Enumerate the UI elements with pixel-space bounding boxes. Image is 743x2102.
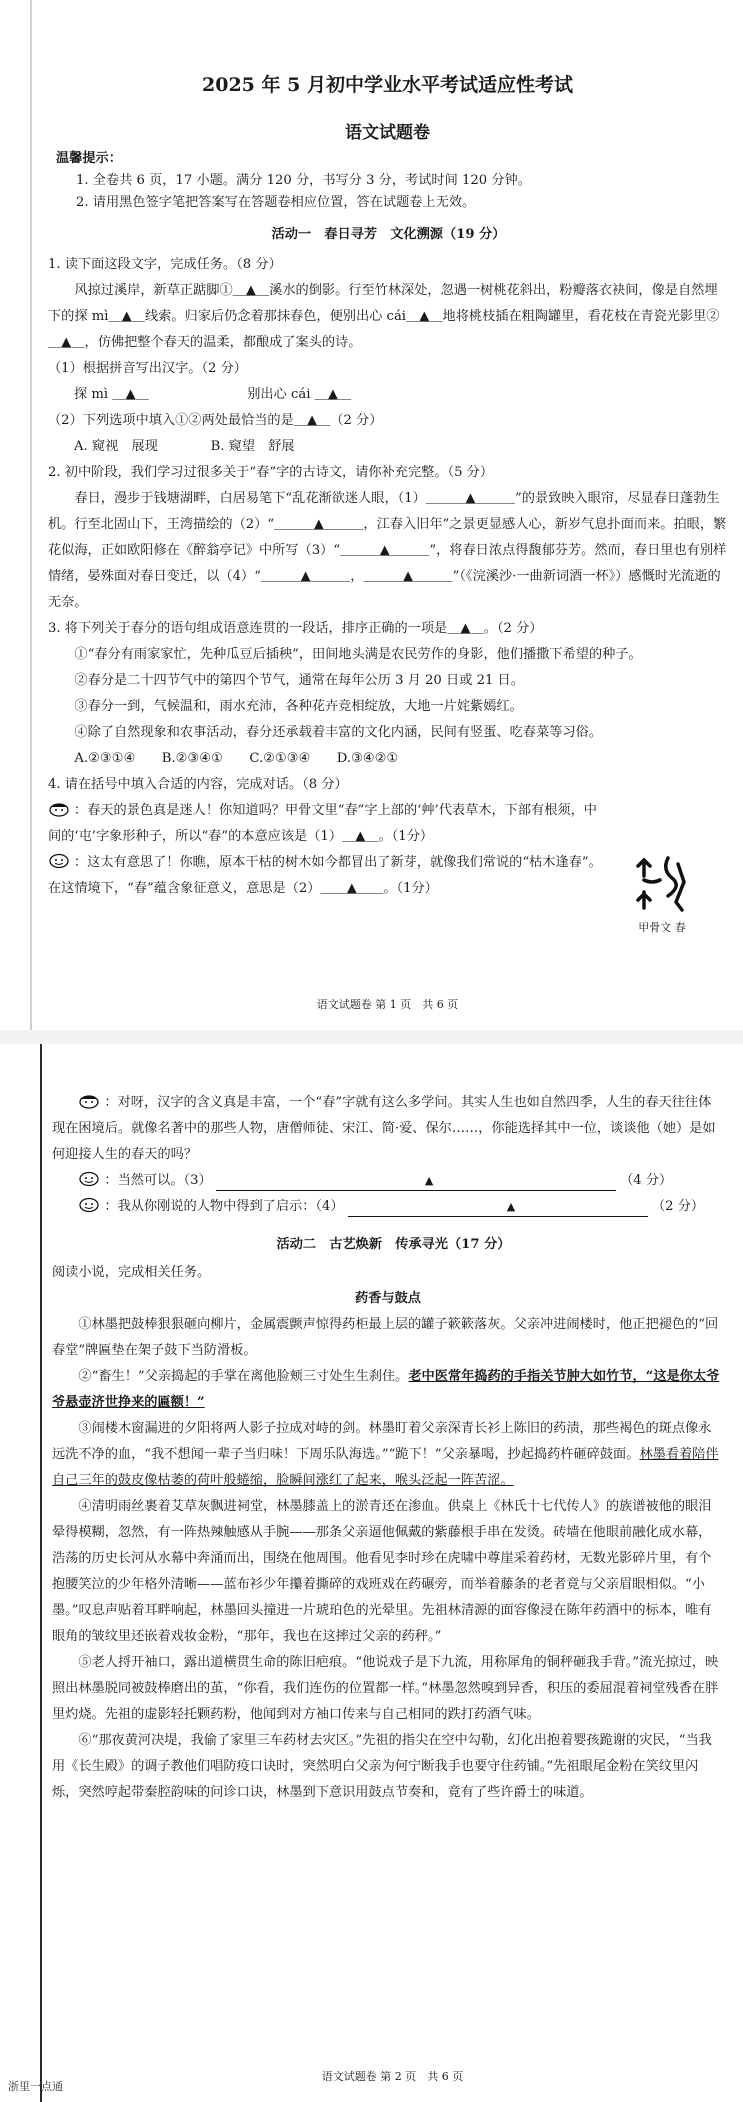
question-1 xyxy=(48,252,728,902)
cartoon-face-smile-icon xyxy=(48,853,70,869)
oracle-caption: 甲骨文 春 xyxy=(638,921,686,934)
q4-dialogue-5: ：我从你刚说的人物中得到了启示：（4） xyxy=(104,1199,344,1214)
story-title: 药香与鼓点 xyxy=(355,1291,421,1306)
notice-block xyxy=(56,148,716,214)
cartoon-face-icon xyxy=(78,1093,100,1109)
oracle-bone-figure xyxy=(617,852,707,935)
q1-sub2: （2）下列选项中填入①②两处最恰当的是＿▲＿（2 分） xyxy=(48,413,383,428)
notice-item-1: 1. 全卷共 6 页，17 小题。满分 120 分，书写分 3 分，考试时间 120 分钟。 xyxy=(76,173,531,188)
story-para-2b-underlined: 老中医常年捣药的手指关节肿大如竹节，“这是你太爷爷悬壶济世挣来的匾额！” xyxy=(52,1369,720,1410)
exam-title: 2025 年 5 月初中学业水平考试适应性考试 xyxy=(202,74,573,96)
reading-stem: 阅读小说，完成相关任务。 xyxy=(52,1265,211,1280)
exam-subtitle: 语文试题卷 xyxy=(345,123,430,143)
q3-sentence-2: ②春分是二十四节气中的第四个节气，通常在每年公历 3 月 20 日或 21 日。 xyxy=(74,673,524,688)
question-4-continued xyxy=(52,1090,724,1220)
oracle-bone-chun-icon xyxy=(632,852,692,916)
q4-score-3: （4 分） xyxy=(620,1173,673,1188)
q1-sub1-b: 别出心 cái ＿▲＿ xyxy=(247,387,352,402)
q1-passage: 风掠过溪岸，新草正踮脚①＿▲＿溪水的倒影。行至竹林深处，忽遇一树桃花斜出，粉瓣落衣袂间，像是自然埋下的探 mì＿▲＿线索。归家后仍念着那抹春色，便别出心 cái＿▲＿地将桃枝插在粗陶罐里，看花枝在青瓷光影里②＿▲＿，仿佛把整个春天的温柔，都酿成了案头的诗。 xyxy=(48,283,720,350)
watermark: 浙里一点通 xyxy=(8,2080,63,2093)
q4-score-4: （2 分） xyxy=(651,1199,705,1214)
story-para-6: ⑥“那夜黄河决堤，我偷了家里三车药材去灾区。”先祖的指尖在空中勾勒，幻化出抱着婴孩跪谢的灾民，“当我用《长生殿》的调子教他们唱防疫口诀时，突然明白父亲为何宁断我手也要守住药铺。”先祖眼尾金粉在笑纹里闪烁，突然哼起带秦腔韵味的问诊口诀，林墨到下意识用鼓点节奏和，竟有了些许爵士的味道。 xyxy=(52,1733,712,1800)
q4-dialogue-1: ：春天的景色真是迷人！你知道吗？甲骨文里“春”字上部的‘艸’代表草木，下部有根须，中间的‘屯’字象形种子，所以“春”的本意应该是（1）＿▲＿。（1分） xyxy=(48,803,597,844)
q1-sub1-a: 探 mì ＿▲＿ xyxy=(74,387,149,402)
story-para-5: ⑤老人捋开袖口，露出道横贯生命的陈旧疤痕。“他说戏子是下九流，用称犀角的铜秤砸我手背。”流光掠过，映照出林墨脱同被鼓棒磨出的茧，“你看，我们连伤的位置都一样。”林墨忽然嗅到异香，积压的委屈混着祠堂残香在胖里灼烧。先祖的虚影轻托颗药粉，他闻到对方袖口传来与自己相同的跌打药酒气味。 xyxy=(52,1655,719,1722)
cartoon-face-smile-icon xyxy=(78,1197,100,1213)
q3-sentence-1: ①“春分有雨家家忙，先种瓜豆后插秧”，田间地头满是农民劳作的身影，他们播撒下希望的种子。 xyxy=(74,647,642,662)
story-para-1: ①林墨把鼓棒狠狠砸向柳片，金属震颤声惊得药柜最上层的罐子簌簌落灰。父亲冲进闹楼时，他正把褪色的“回春堂”牌匾垫在架子鼓下当防滑板。 xyxy=(52,1317,719,1358)
story-para-3a: ③闹楼木窗漏进的夕阳将两人影子拉成对峙的剑。林墨盯着父亲深青长衫上陈旧的药渍，那些褐色的斑点像永远洗不净的血，“我不想闻一辈子当归味！下周乐队海选。”“跪下！”父亲暴喝，抄起捣药杵砸碎鼓面。 xyxy=(52,1421,712,1462)
answer-blank-4[interactable]: ▲ xyxy=(348,1198,648,1217)
exam-page-2 xyxy=(40,1044,743,2102)
cartoon-face-smile-icon xyxy=(78,1171,100,1187)
cartoon-face-icon xyxy=(48,801,70,817)
q1-sub1: （1）根据拼音写出汉字。（2 分） xyxy=(48,361,247,376)
story-para-2a: ②“畜生！”父亲捣起的手掌在离他脸颊三寸处生生刹住。 xyxy=(78,1369,409,1384)
page-gap xyxy=(0,1030,743,1044)
q4-dialogue-4: ：当然可以。（3） xyxy=(104,1173,212,1188)
story-para-3b-underlined: 林墨看着陪伴自己三年的鼓皮像枯萎的荷叶般蜷缩，脸瞬间涨红了起来，喉头泛起一阵苦涩。 xyxy=(52,1447,719,1488)
q1-stem: 1. 读下面这段文字，完成任务。（8 分） xyxy=(48,257,282,272)
q3-sentence-3: ③春分一到，气候温和，雨水充沛，各种花卉竞相绽放，大地一片姹紫嫣红。 xyxy=(74,699,523,714)
activity-1-heading: 活动一 春日寻芳 文化溯源（19 分） xyxy=(271,227,506,242)
notice-item-2: 2. 请用黑色签字笔把答案写在答题卷相应位置，答在试题卷上无效。 xyxy=(76,195,476,210)
q1-sub2-options: A. 窥视 展现 B. 窥望 舒展 xyxy=(74,439,295,454)
reading-section xyxy=(52,1260,724,1806)
q3-options: A.②③①④ B.②③④① C.②①③④ D.③④②① xyxy=(74,751,399,766)
q4-dialogue-2: ：这太有意思了！你瞧，原本干枯的树木如今都冒出了新芽，就像我们常说的“枯木逢春”。在这情境下，“春”蕴含象征意义，意思是（2）＿＿▲＿＿。（1分） xyxy=(48,855,602,896)
activity-2-heading: 活动二 古艺焕新 传承寻光（17 分） xyxy=(276,1237,511,1252)
q4-dialogue-3: ：对呀，汉字的含义真是丰富，一个“春”字就有这么多学问。其实人生也如自然四季，人生的春天往往体现在困境后。就像名著中的那些人物，唐僧师徒、宋江、简·爱、保尔……，你能选择其中一位，谈谈他（她）是如何迎接人生的春天的吗？ xyxy=(52,1095,716,1162)
story-para-4: ④清明雨丝裹着艾草灰飘进祠堂，林墨膝盖上的淤青还在渗血。供桌上《林氏十七代传人》的族谱被他的眼泪晕得模糊，忽然，有一阵热辣触感从手腕——那条父亲逼他佩戴的紫藤根手串在发烫。砖墙在他眼前融化成水幕，浩荡的历史长河从水幕中奔涌而出，围绕在他周围。他看见李时珍在虎啸中尊崖采着药材，无数光影碎片里，有个抱腰笑泣的少年格外清晰——蓝布衫少年攥着撕碎的戏班戏在药碾旁，而举着藤条的老者竟与父亲眉眼相似。“小墨。”叹息声贴着耳畔响起，林墨回头撞进一片琥珀色的光晕里。先祖林清源的面容像浸在陈年药酒中的标本，唯有眼角的皱纹里还嵌着戏妆金粉，“那年，我也在这摔过父亲的药秤。” xyxy=(52,1499,712,1644)
page-1-footer: 语文试题卷 第 1 页 共 6 页 xyxy=(316,998,459,1011)
q2-stem: 2. 初中阶段，我们学习过很多关于“春”字的古诗文，请你补充完整。（5 分） xyxy=(48,465,494,480)
q3-stem: 3. 将下列关于春分的语句组成语意连贯的一段话，排序正确的一项是＿▲＿。（2 分） xyxy=(48,621,543,636)
page-2-footer: 语文试题卷 第 2 页 共 6 页 xyxy=(321,2070,464,2083)
q4-stem: 4. 请在括号中填入合适的内容，完成对话。（8 分） xyxy=(48,777,348,792)
q2-passage: 春日，漫步于钱塘湖畔，白居易笔下“乱花渐欲迷人眼，（1）＿＿＿▲＿＿＿”的景致映入眼帘，尽显春日蓬勃生机。行至北固山下，王湾描绘的（2）“＿＿＿▲＿＿＿，江春入旧年”之景更显感人心，新岁气息扑面而来。拍眼，繁花似海，正如欧阳修在《醉翁亭记》中所写（3）“＿＿＿▲＿＿＿”，将春日浓点得馥郁芬芳。然而，春日里也有别样情绪，晏殊面对春日变迁，以（4）“＿＿＿▲＿＿＿，＿＿＿▲＿＿＿”（《浣溪沙·一曲新词酒一杯》）感慨时光流逝的无奈。 xyxy=(48,491,727,610)
notice-heading: 温馨提示： xyxy=(56,151,122,166)
exam-page-1 xyxy=(30,0,743,1030)
q3-sentence-4: ④除了自然现象和农事活动，春分还承载着丰富的文化内涵，民间有竖蛋、吃春菜等习俗。 xyxy=(74,725,602,740)
answer-blank-3[interactable]: ▲ xyxy=(216,1172,616,1191)
